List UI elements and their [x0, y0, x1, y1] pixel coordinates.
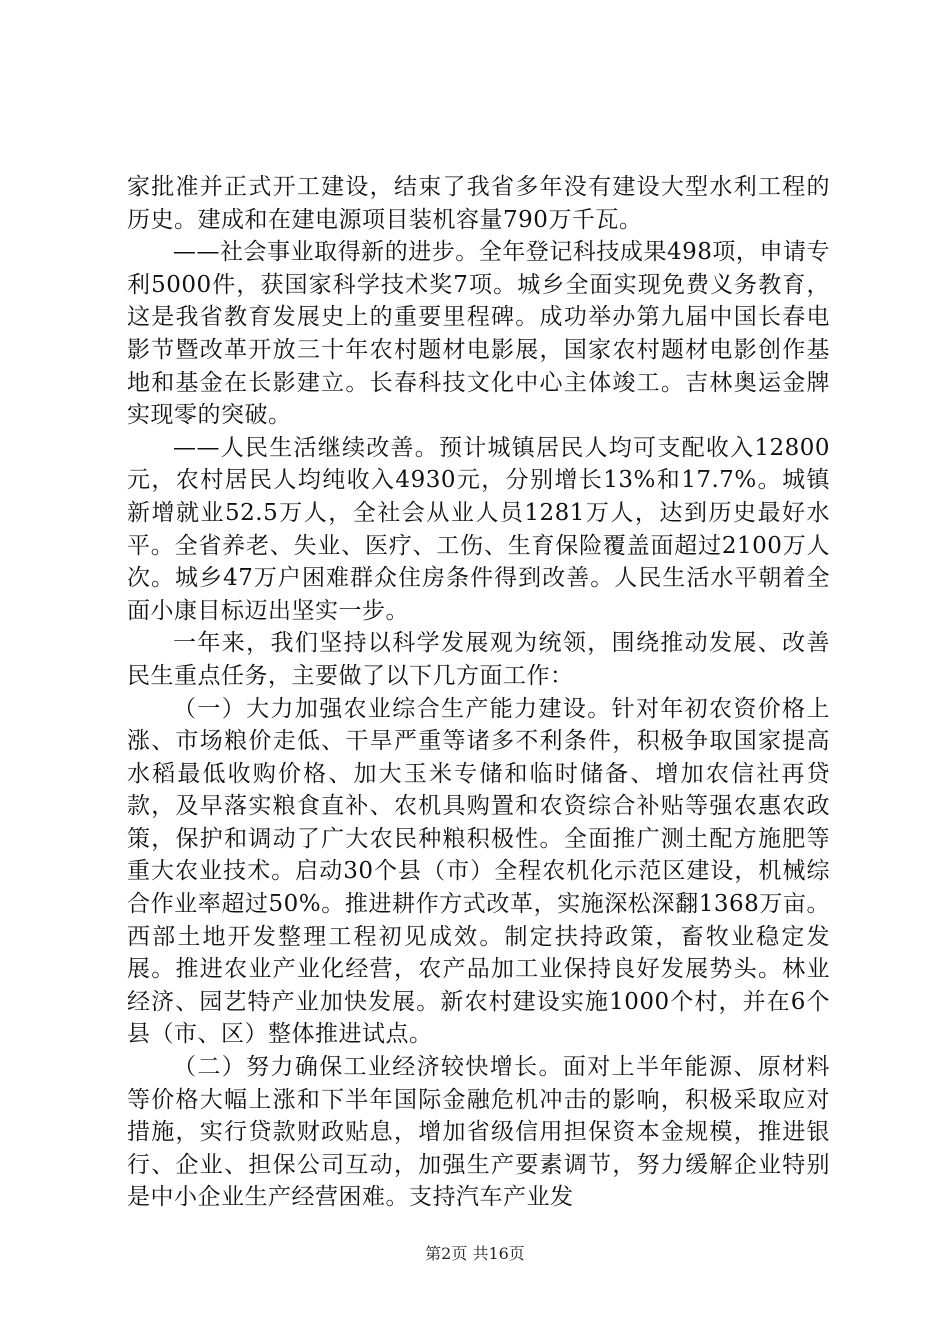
paragraph-6: （二）努力确保工业经济较快增长。面对上半年能源、原材料等价格大幅上涨和下半年国际金融危机冲击的影响，积极采取应对措施，实行贷款财政贴息，增加省级信用担保资本金规模，推进银行、企业、担保公司互动，加强生产要素调节，努力缓解企业特别是中小企业生产经营困难。支持汽车产业发 — [127, 1054, 830, 1211]
paragraph-5: （一）大力加强农业综合生产能力建设。针对年初农资价格上涨、市场粮价走低、干旱严重等诸多不利条件，积极争取国家提高水稻最低收购价格、加大玉米专储和临时储备、增加农信社再贷款，及早落实粮食直补、农机具购置和农资综合补贴等强农惠农政策，保护和调动了广大农民种粮积极性。全面推广测土配方施肥等重大农业技术。启动30个县（市）全程农机化示范区建设，机械综合作业率超过50%。推进耕作方式改革，实施深松深翻1368万亩。西部土地开发整理工程初见成效。制定扶持政策，畜牧业稳定发展。推进农业产业化经营，农产品加工业保持良好发展势头。林业经济、园艺特产业加快发展。新农村建设实施1000个村，并在6个县（市、区）整体推进试点。 — [127, 695, 830, 1048]
document-body — [127, 171, 830, 1214]
paragraph-3: ——人民生活继续改善。预计城镇居民人均可支配收入12800元，农村居民人均纯收入4930元，分别增长13%和17.7%。城镇新增就业52.5万人，全社会从业人员1281万人，达到历史最好水平。全省养老、失业、医疗、工伤、生育保险覆盖面超过2100万人次。城乡47万户困难群众住房条件得到改善。人民生活水平朝着全面小康目标迈出坚实一步。 — [127, 434, 830, 624]
paragraph-2: ——社会事业取得新的进步。全年登记科技成果498项，申请专利5000件，获国家科学技术奖7项。城乡全面实现免费义务教育，这是我省教育发展史上的重要里程碑。成功举办第九届中国长春电影节暨改革开放三十年农村题材电影展，国家农村题材电影创作基地和基金在长影建立。长春科技文化中心主体竣工。吉林奥运金牌实现零的突破。 — [127, 239, 830, 429]
page-number-footer: 第2页 共16页 — [425, 1244, 525, 1263]
paragraph-4: 一年来，我们坚持以科学发展观为统领，围绕推动发展、改善民生重点任务，主要做了以下几方面工作： — [127, 630, 830, 689]
paragraph-1: 家批准并正式开工建设，结束了我省多年没有建设大型水利工程的历史。建成和在建电源项目装机容量790万千瓦。 — [127, 174, 830, 233]
